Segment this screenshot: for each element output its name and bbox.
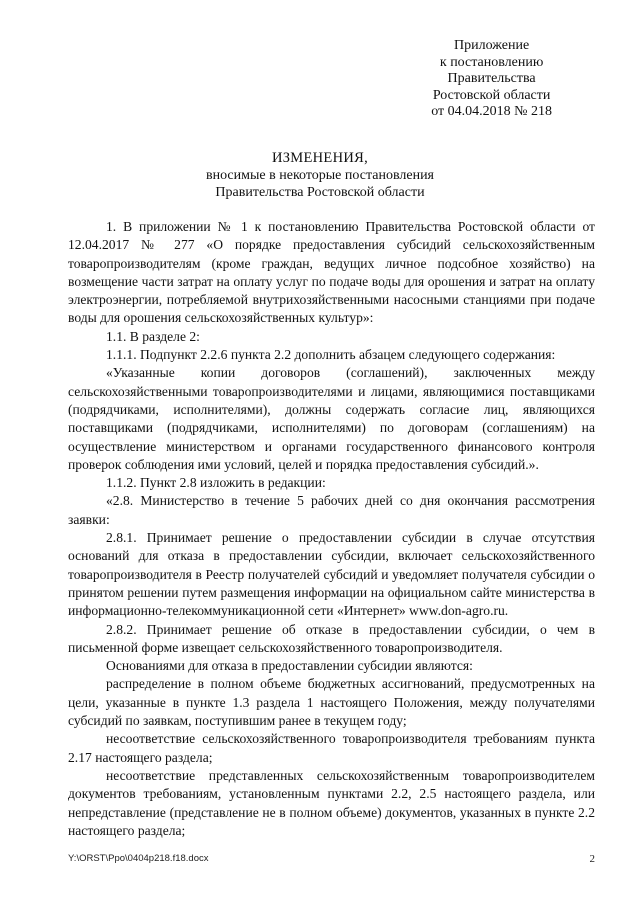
appendix-line: Ростовской области: [432, 87, 551, 103]
document-title: [100, 150, 540, 201]
paragraph: 1. В приложении № 1 к постановлению Правительства Ростовской области от 12.04.2017 № 277 «О порядке предоставления субсидий сельскохозяйственным товаропроизводителям (кроме граждан, ведущих личное подсобное хозяйство) на возмещение части затрат на оплату услуг по подаче воды для орошения и затрат на оплату электроэнергии, потребляемой внутрихозяйственными насосными станциями при подаче воды для орошения сельскохозяйственных культур»:: [68, 219, 595, 326]
paragraph: 2.8.2. Принимает решение об отказе в предоставлении субсидии, о чем в письменной форме извещает сельскохозяйственного товаропроизводителя.: [68, 621, 595, 655]
title-heading: ИЗМЕНЕНИЯ,: [271, 150, 369, 166]
paragraph: Основаниями для отказа в предоставлении субсидии являются:: [106, 658, 473, 674]
title-subtitle-2: Правительства Ростовской области: [215, 185, 425, 200]
document-body: [68, 218, 595, 840]
appendix-line: Приложение: [454, 38, 530, 53]
paragraph: 2.8.1. Принимает решение о предоставлении субсидии в случае отсутствия оснований для отказа в предоставлении субсидии, включает сельскохозяйственного товаропроизводителя в Реестр получателей субсидий и уведомляет получателя субсидии о принятом решении путем размещения информации на официальном сайте министерства в информационно-телекоммуникационной сети «Интернет» www.don-agro.ru.: [68, 530, 595, 619]
title-subtitle: вносимые в некоторые постановления: [205, 168, 434, 183]
paragraph: «Указанные копии договоров (соглашений), заключенных между сельскохозяйственными товаропроизводителями и лицами, являющимися поставщиками (подрядчиками, исполнителями), должны содержать согласие лиц, являющихся поставщиками (подрядчиками, исполнителями) по договорам (соглашениям) на осуществление министерством и органами государственного финансового контроля проверок соблюдения ими условий, целей и порядка предоставления субсидий.».: [68, 365, 595, 472]
paragraph: 1.1.2. Пункт 2.8 изложить в редакции:: [106, 475, 326, 491]
file-path: Y:\ORST\Ppo\0404p218.f18.docx: [68, 853, 209, 864]
page-number: 2: [589, 853, 595, 865]
paragraph: «2.8. Министерство в течение 5 рабочих дней со дня окончания рассмотрения заявки:: [68, 493, 595, 527]
appendix-line: от 04.04.2018 № 218: [431, 104, 552, 119]
appendix-line: Правительства: [447, 71, 536, 86]
appendix-line: к постановлению: [439, 54, 544, 70]
paragraph: 1.1. В разделе 2:: [106, 328, 200, 344]
paragraph: несоответствие сельскохозяйственного товаропроизводителя требованиям пункта 2.17 настоящего раздела;: [68, 731, 595, 765]
paragraph: 1.1.1. Подпункт 2.2.6 пункта 2.2 дополнить абзацем следующего содержания:: [106, 347, 556, 363]
paragraph: распределение в полном объеме бюджетных ассигнований, предусмотренных на цели, указанные в пункте 1.3 раздела 1 настоящего Положения, между получателями субсидий по заявкам, поступившим ранее в текущем году;: [68, 676, 595, 729]
appendix-header: [431, 38, 552, 121]
paragraph: несоответствие представленных сельскохозяйственным товаропроизводителем документов требованиям, установленным пунктами 2.2, 2.5 настоящего раздела, или непредставление (представление не в полном объеме) документов, указанных в пункте 2.2 настоящего раздела;: [68, 767, 595, 838]
